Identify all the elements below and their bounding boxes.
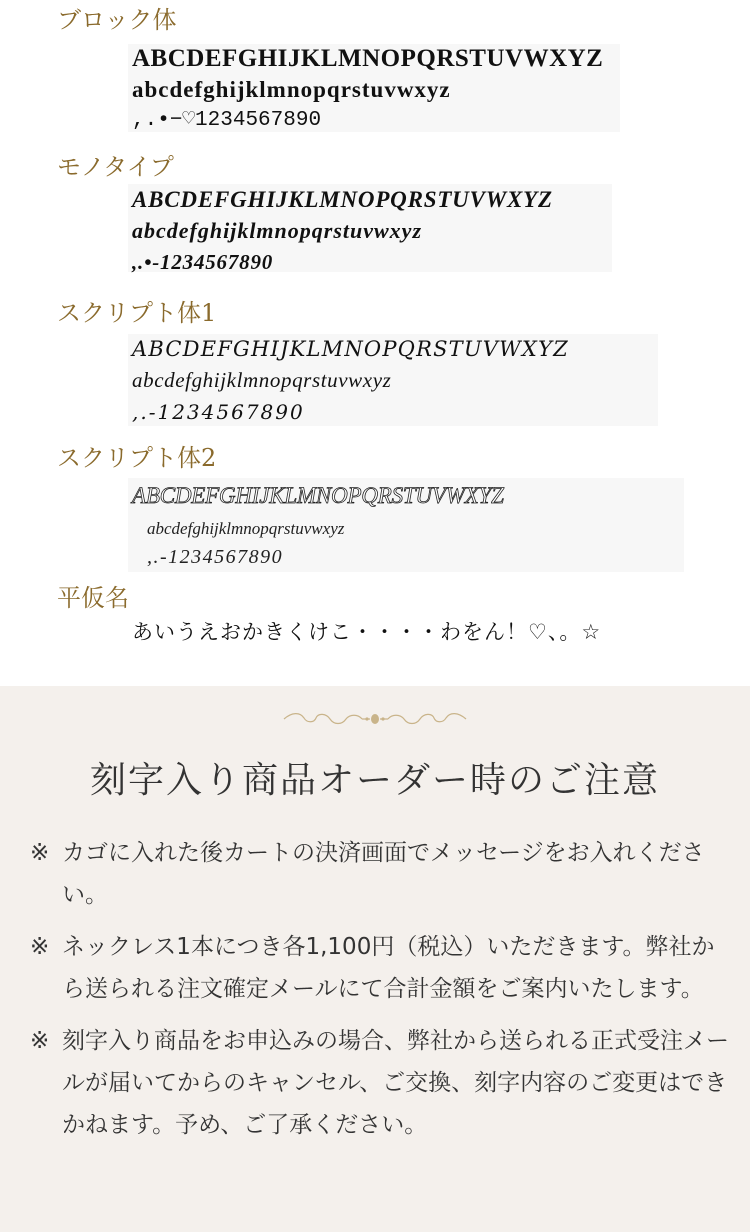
block-uppercase: ABCDEFGHIJKLMNOPQRSTUVWXYZ	[132, 45, 604, 72]
script1-uppercase: ABCDEFGHIJKLMNOPQRSTUVWXYZ	[132, 337, 569, 361]
notice-item	[30, 1020, 730, 1146]
script2-uppercase: ABCDEFGHIJKLMNOPQRSTUVWXYZ	[132, 483, 504, 508]
monotype-symbols-numbers: ,.•-1234567890	[132, 250, 274, 274]
block-lowercase: abcdefghijklmnopqrstuvwxyz	[132, 77, 451, 102]
script1-lowercase: abcdefghijklmnopqrstuvwxyz	[132, 368, 392, 392]
font-label-block: ブロック体	[57, 6, 177, 34]
ornament-divider-icon	[282, 710, 468, 728]
notice-item	[30, 832, 730, 916]
script1-symbols-numbers: ,.-1234567890	[132, 400, 305, 424]
notice-text: ネックレス1本につき各1,100円（税込）いただきます。弊社から送られる注文確定メールにて合計金額をご案内いたします。	[62, 934, 715, 1002]
block-symbols-numbers: ,.•−♡1234567890	[132, 109, 322, 132]
font-label-script2: スクリプト体2	[57, 444, 217, 472]
reference-mark-icon: ※	[30, 840, 50, 866]
font-label-monotype: モノタイプ	[57, 153, 174, 181]
reference-mark-icon: ※	[30, 1028, 50, 1054]
font-label-hiragana: 平仮名	[57, 584, 129, 612]
notice-item	[30, 926, 730, 1010]
reference-mark-icon: ※	[30, 934, 50, 960]
script2-lowercase: abcdefghijklmnopqrstuvwxyz	[147, 519, 345, 538]
notice-text: カゴに入れた後カートの決済画面でメッセージをお入れください。	[62, 840, 705, 908]
notice-section	[0, 686, 750, 1232]
notice-text: 刻字入り商品をお申込みの場合、弊社から送られる正式受注メールが届いてからのキャンセル、ご交換、刻字内容のご変更はできかねます。予め、ご了承ください。	[62, 1028, 729, 1138]
monotype-uppercase: ABCDEFGHIJKLMNOPQRSTUVWXYZ	[132, 187, 553, 212]
font-label-script1: スクリプト体1	[57, 299, 217, 327]
script2-symbols-numbers: ,.-1234567890	[147, 546, 284, 568]
notice-title: 刻字入り商品オーダー時のご注意	[89, 760, 660, 801]
notice-list	[30, 832, 730, 1156]
monotype-lowercase: abcdefghijklmnopqrstuvwxyz	[132, 218, 423, 243]
hiragana-sample: あいうえおかきくけこ・・・・わをん！♡、。☆	[132, 620, 602, 644]
